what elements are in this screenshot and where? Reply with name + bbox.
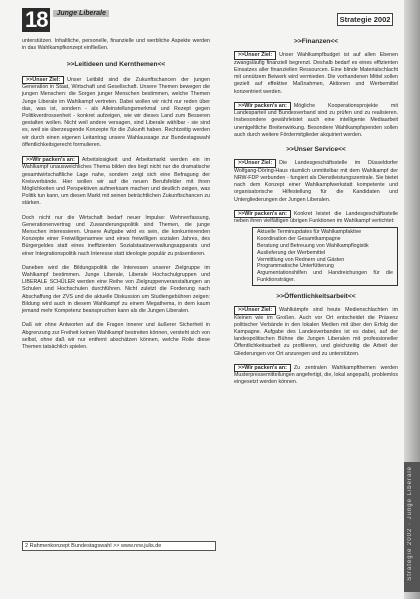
service-packen-text: Konkret leistet die Landesgeschäftsstelle neben ihren vielfältigen übrigen Funktionen im Wahlkampf vertichtet:	[234, 210, 398, 225]
sicherheit-paragraph: Daß wir ohne Antworten auf die Fragen innerer und äußerer Sicherheit in Abgrenzung zur Freiheit keinen Wahlkampf bestreiten können, versteht sich von selbst, ohne daß wir nur entfernt abschätzen können, welche Rolle diese Themen tatsächlich spielen.	[22, 322, 210, 350]
service-packen-paragraph	[234, 210, 398, 226]
service-ziel-paragraph	[234, 159, 398, 204]
page-number-badge: 18	[22, 8, 50, 32]
wir-packens-an-box: >>Wir packen's an:	[22, 156, 79, 165]
leitideen-packen-paragraph	[22, 156, 210, 208]
service-list	[252, 227, 398, 285]
finanzen-packen-paragraph	[234, 102, 398, 139]
service-list-item: Argumentationshilfen und Handreichungen für die Funktionsträger.	[257, 270, 393, 284]
oeff-ziel-text: Wahlkämpfe sind heute Medienschlachten im Kleinen wie im Großen. Auch vor Ort entscheidet die Präsenz politischer Verbände in den lokalen Medien mit über den Erfolg der Kampagne. Aufgabe des Landesverbandes ist es dabei, auf der landespolitischen Bühne die Jungen Liberalen mit professioneller Öffentlichkeitsarbeit zu profilieren, und gleichzeitig die Arbeit der Gliederungen vor Ort anzuregen und zu unterstützen.	[234, 307, 398, 357]
section-title-service: >>Unser Service<<	[286, 146, 346, 154]
strategie-label: Strategie 2002	[337, 13, 393, 26]
service-list-item: Aktuelle Terminupdates für Wahlkampfaktive	[257, 229, 362, 236]
leitideen-packen-text: Arbeitslosigkeit und Arbeitsmarkt werden ein im Wahlkampf unausweichliches Thema bilden des liegt nicht nur die dramatische gesamtwirtschaftliche Lage nahe, sondern zeigt sich eine Befragung der Kreisverbände. Hier wollen wir auf die neuen Berufsfelder mit ihren Möglichkeiten und Perspektiven aufmerksam machen und deutlich zeigen, was Politik tun kann, um diesen Markt mit seinen beträchtlichen Zukunftschancen zu stärken.	[22, 156, 210, 207]
section-title-finanzen: >>Finanzen<<	[294, 38, 338, 45]
oeff-packen-box: >>Wir packen's an:	[234, 364, 291, 373]
footer-bar	[22, 541, 216, 551]
oeff-packen-text: Zu zentralen Wahlkampfthemen werden Musterpressemitteilungen angefertigt, die, lokal angepaßt, problemlos eingesetzt werden können.	[234, 364, 398, 386]
oeff-packen-paragraph	[234, 364, 398, 387]
finanzen-ziel-paragraph	[234, 51, 398, 96]
right-column	[234, 38, 398, 387]
section-title-leitideen: >>Leitideen und Kernthemen<<	[66, 61, 166, 69]
service-list-item: Vermittlung von Rednern und Gästen	[257, 256, 345, 263]
oeff-ziel-paragraph	[234, 306, 398, 358]
header-logo	[22, 8, 109, 32]
side-tab-label: Strategie 2002 · Junge Liberale	[407, 466, 413, 581]
footer-text: Rahmenkonzept Bundestagswahl >> www.nrw.julis.de	[29, 543, 162, 549]
service-list-item: Beratung und Betreuung von Wahlkampflogistik	[257, 243, 369, 250]
service-ziel-box: >>Unser Ziel:	[234, 159, 276, 168]
leitideen-ziel-text: Unser Leitbild sind die Zukunftschancen der jungen Generation in Staat, Wirtschaft und Gesellschaft. Unsere Themen bewegen die jungen Menschen: die Sorgen junger Menschen bestimmen, welche Themen Junge Liberale im Wahlkampf vertreten. Dabei wollen wir nicht nur reden über das, was ist, sondern - als Alleinstellungsmerkmal und Rezept gegen Politikverdrossenheit - konkret aufzeigen, wie wir dieses Land zum Besseren gestalten wollen. Nicht weil andere versagen, sind Liberale wählbar - sie sind es, weil sie überzeugende Konzepte für die Zukunft haben. Rechtzeitig werden wir durch einen eigenen Leitantrag unsere Wahlaussage zur Bundestagswahl öffentlichkeitsgerecht formulieren.	[22, 76, 210, 148]
leitideen-ziel-paragraph	[22, 76, 210, 149]
finanzen-ziel-box: >>Unser Ziel:	[234, 51, 276, 60]
service-packen-box: >>Wir packen's an:	[234, 210, 291, 219]
finanzen-ziel-text: Unser Wahlkampfbudget ist auf allen Ebenen zwangsläufig finanziell begrenzt. Deshalb bedarf es eines effizienten Einsatzes aller finanziellen Ressourcen. Eine blinde Materialschlacht mit unnützem Beiwerk wird vermieden. Die vorhandenen Mittel sollen gezielt auf effektive Maßnahmen, Aktionen und Werbemittel konzentriert werden.	[234, 52, 398, 95]
service-ziel-text: Die Landesgeschäftsstelle im Düsseldorfer Wolfgang-Döring-Haus räumlich unmittelbar mit dem Wahlkampf der NRW-FDP verbunden - fungiert als Dienstleistungszentrale. Sie bietet nach dem Konzept einer Wahlkampfwerkstatt kompetente und organisatorische Hilfestellung für die Kandidaten und Untergliederungen der Jungen Liberalen.	[234, 160, 398, 203]
service-list-item: Auslieferung der Werbemittel	[257, 249, 326, 256]
service-list-item: Programmatische Unterfütterung	[257, 263, 334, 270]
service-list-item: Koordination der Gesamtkampagne	[257, 236, 341, 243]
bildung-paragraph: Daneben wird die Bildungspolitik die Interessen unserer Zielgruppe im Wahlkampf bestimmen. Junge Liberale, Liberale Hochschulgruppen und LIBERALE SCHÜLER werden eine Reihe von Zielgruppenveranstaltungen an Schulen und Hochschulen durchführen. Nicht zuletzt die Forderung nach Abschaffung der ZVS und die aktuelle Diskussion um Studiengebühren zeigen: Bildung wird auch in diesem Wahlkampf zu einem Megathema, in dem kaum jemand mehr Kompetenz beanspruchen kann als die Jungen Liberalen.	[22, 264, 210, 315]
unser-ziel-box: >>Unser Ziel:	[22, 76, 64, 85]
themen-paragraph: Doch nicht nur die Wirtschaft bedarf neuer Impulse: Wehrverfassung, Generationenvertrag und Zuwanderungspolitik sind Themen, die junge Menschen interessieren. Unsere Aufgabe wird es sein, die konkurrierenden Konzepte einer Freiwilligenarmee und eines freiwilligen sozialen Jahres, des Bürgergeldes statt eines ineffizienten Sozialstaatsverwaltungsapparats und einer Integrationspolitik nach Interesse statt ideologie populär zu präsentieren.	[22, 214, 210, 257]
oeff-ziel-box: >>Unser Ziel:	[234, 306, 276, 315]
section-title-oeffentlichkeitsarbeit: >>Öffentlichkeitsarbeit<<	[276, 292, 356, 300]
intro-paragraph: unterstützen. Inhaltliche, personelle, finanzielle und werbliche Aspekte werden in das Wahlkampfkonzept einfließen.	[22, 38, 210, 52]
finanzen-packen-box: >>Wir packen's an:	[234, 102, 291, 111]
finanzen-packen-text: Mögliche Kooperationsprojekte mit Landesparteil und Bundesverband sind zu prüfen und zu realisieren. Insbesondere gewährleistet auch eine intelligente Mediaarbeit unentgeltliche Breitenwirkung. Besondere Wahlkampfspenden sollen auch durch weitere Fördermitglieder akquiriert werden.	[234, 102, 398, 138]
footer-page-number: 2	[25, 543, 29, 549]
side-tab	[404, 462, 420, 592]
brand-name: Junge Liberale	[53, 10, 108, 17]
left-column	[22, 38, 210, 351]
